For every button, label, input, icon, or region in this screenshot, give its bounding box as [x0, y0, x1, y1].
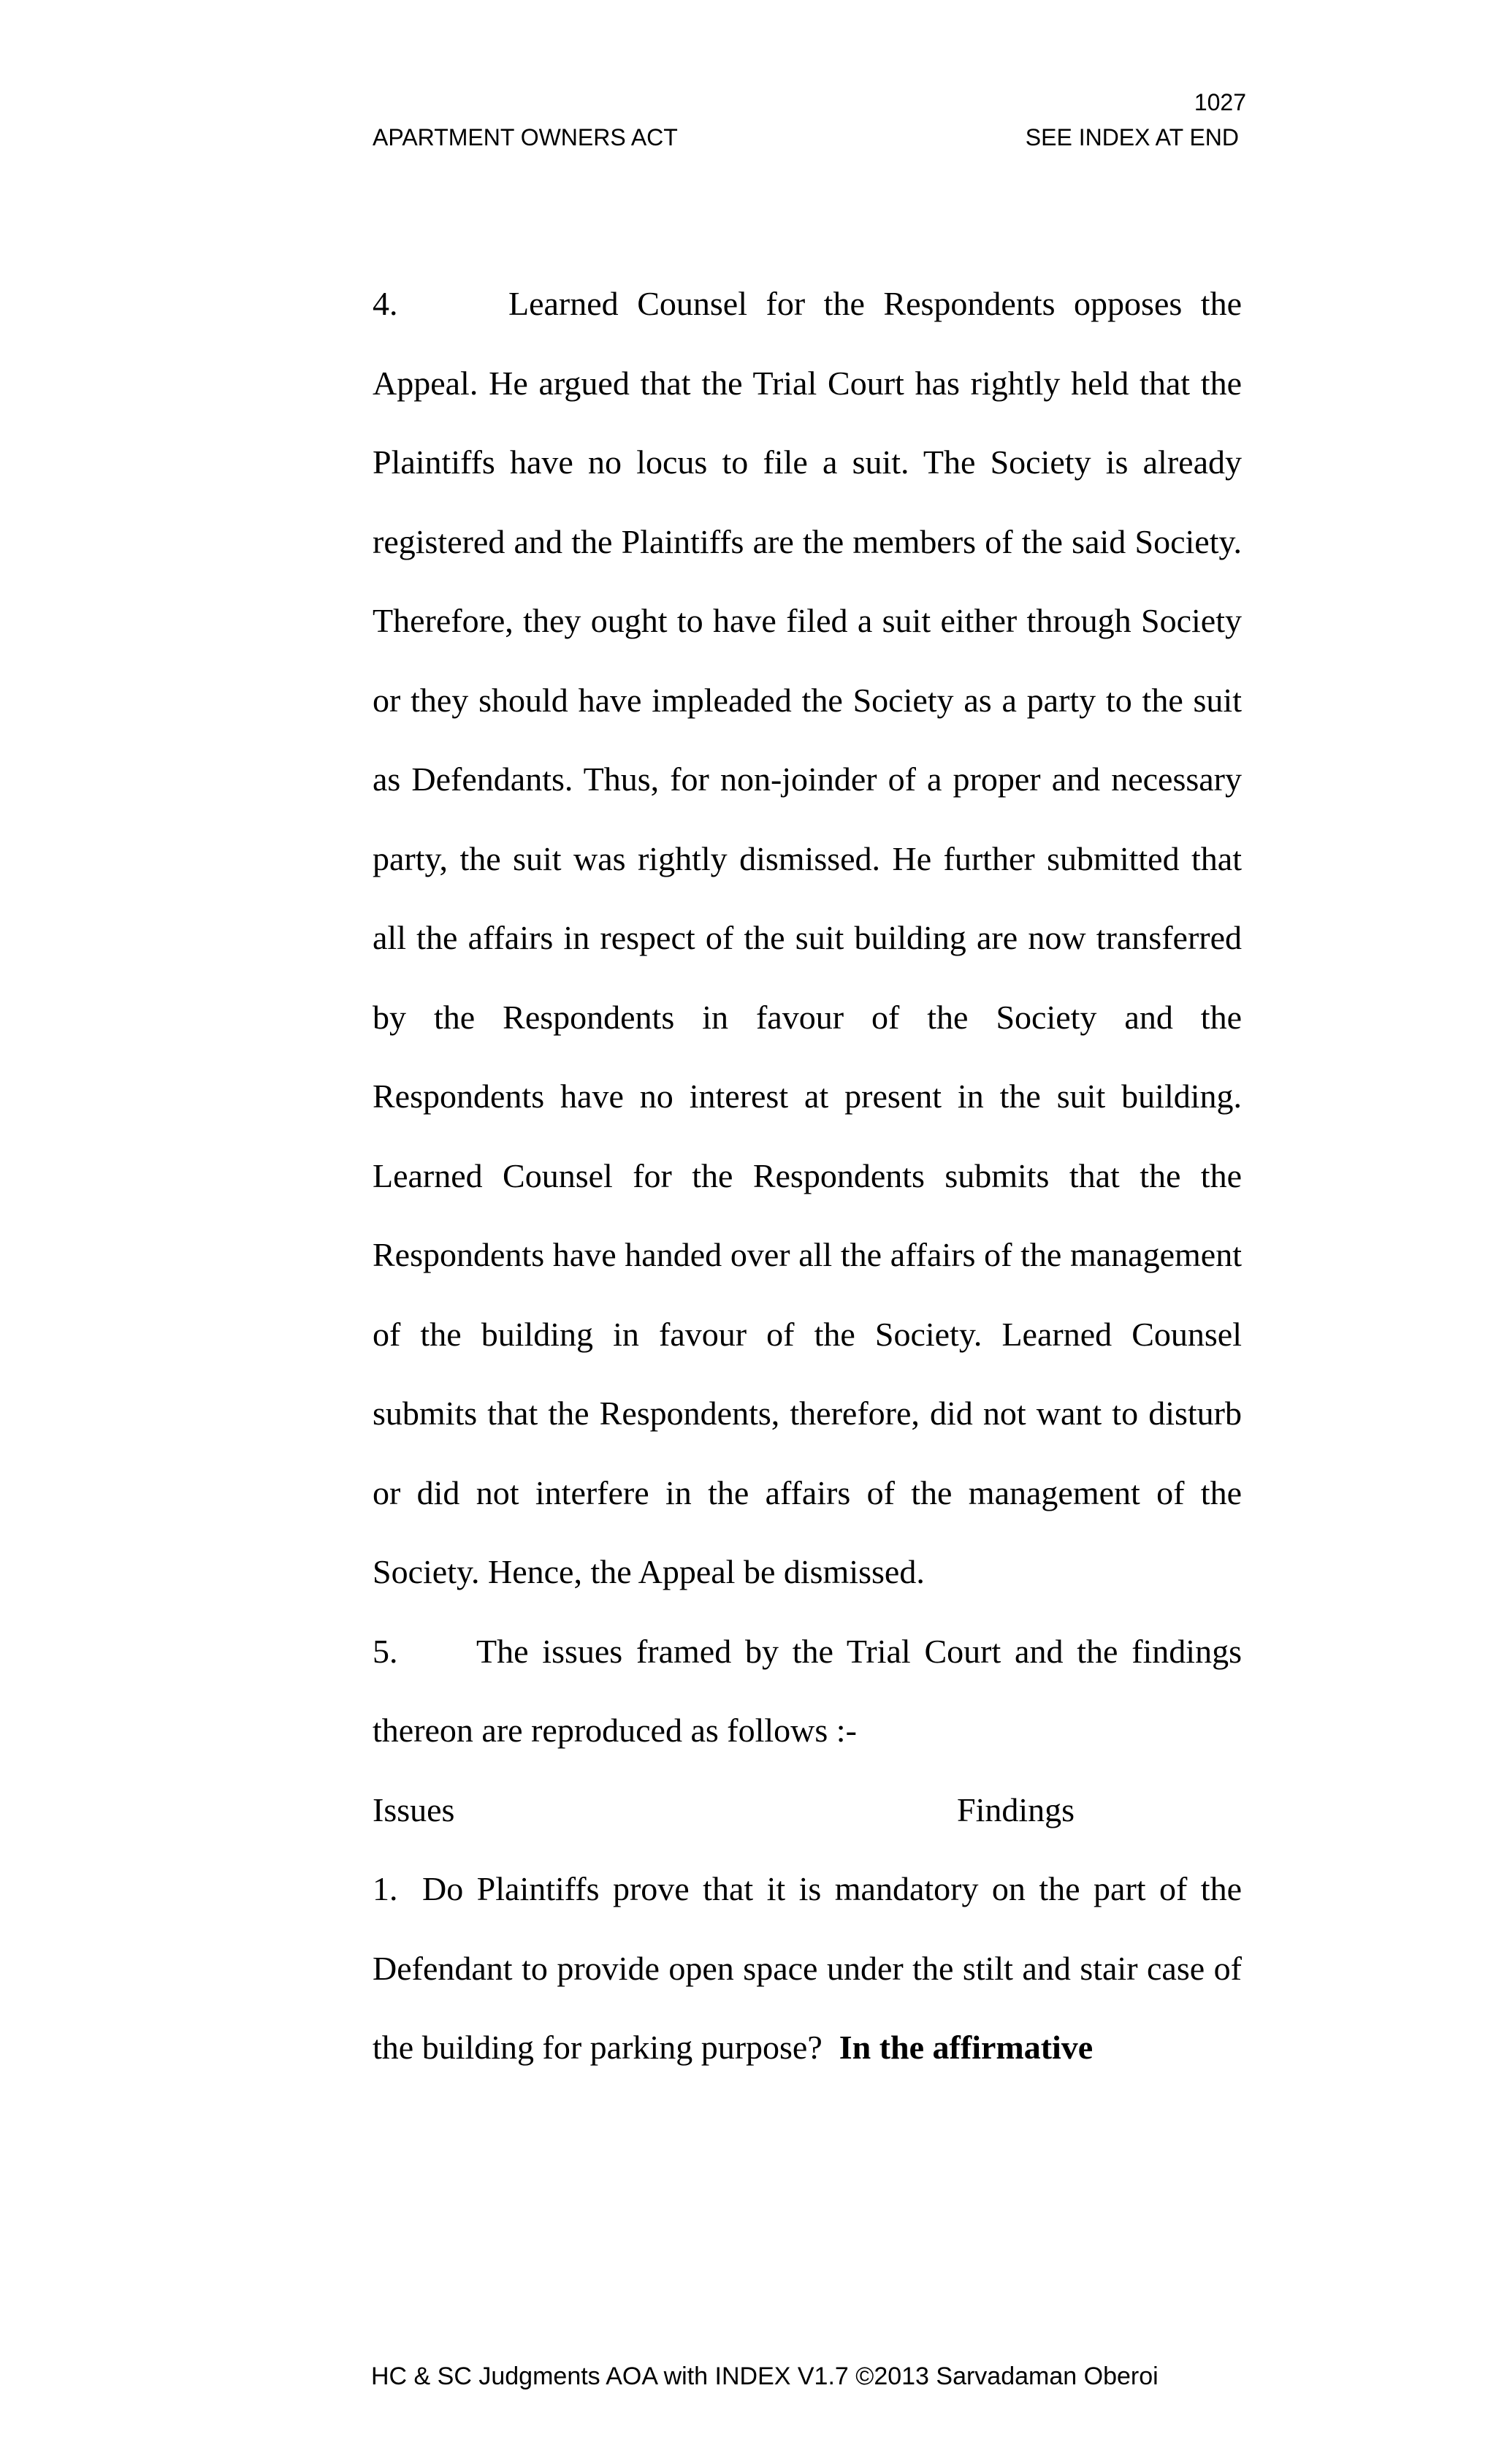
paragraph-text: The issues framed by the Trial Court and the findings thereon are reproduced as follows :- [373, 1632, 1242, 1749]
running-header-right: SEE INDEX AT END [1025, 124, 1239, 150]
issue-number: 1. [373, 1870, 398, 1907]
judgment-body [373, 264, 1242, 2088]
page-number: 1027 [1194, 89, 1246, 115]
issues-column-heading: Issues [373, 1790, 455, 1828]
paragraph-number: 5. [373, 1632, 398, 1670]
paragraph-text: Learned Counsel for the Respondents opposes the Appeal. He argued that the Trial Court has rightly held that the Plaintiffs have no locus to file a suit. The Society is already registered and the Plaintiffs are the members of the said Society. Therefore, they ought to have filed a suit either through Society or they should have impleaded the Society as a party to the suit as Defendants. Thus, for non-joinder of a proper and necessary party, the suit was rightly dismissed. He further submitted that all the affairs in respect of the suit building are now transferred by the Respondents in favour of the Society and the Respondents have no interest at present in the suit building. Learned Counsel for the Respondents submits that the the Respondents have handed over all the affairs of the management of the building in favour of the Society. Learned Counsel submits that the Respondents, therefore, did not want to disturb or did not interfere in the affairs of the management of the Society. Hence, the Appeal be dismissed. [373, 285, 1242, 1590]
findings-column-heading: Findings [957, 1790, 1075, 1828]
paragraph-5 [373, 1612, 1242, 1771]
issues-table-header [373, 1771, 1242, 1850]
paragraph-number: 4. [373, 285, 398, 322]
issue-question: Do Plaintiffs prove that it is mandatory on the part of the Defendant to provide open space under the stilt and stair case of the building for parking purpose? [373, 1870, 1242, 2066]
page-footer: HC & SC Judgments AOA with INDEX V1.7 ©2013 Sarvadaman Oberoi [371, 2362, 1159, 2390]
issue-item [373, 1850, 1242, 2088]
running-header-left: APARTMENT OWNERS ACT [373, 124, 678, 150]
issue-finding: In the affirmative [839, 2029, 1094, 2066]
paragraph-4 [373, 264, 1242, 1612]
